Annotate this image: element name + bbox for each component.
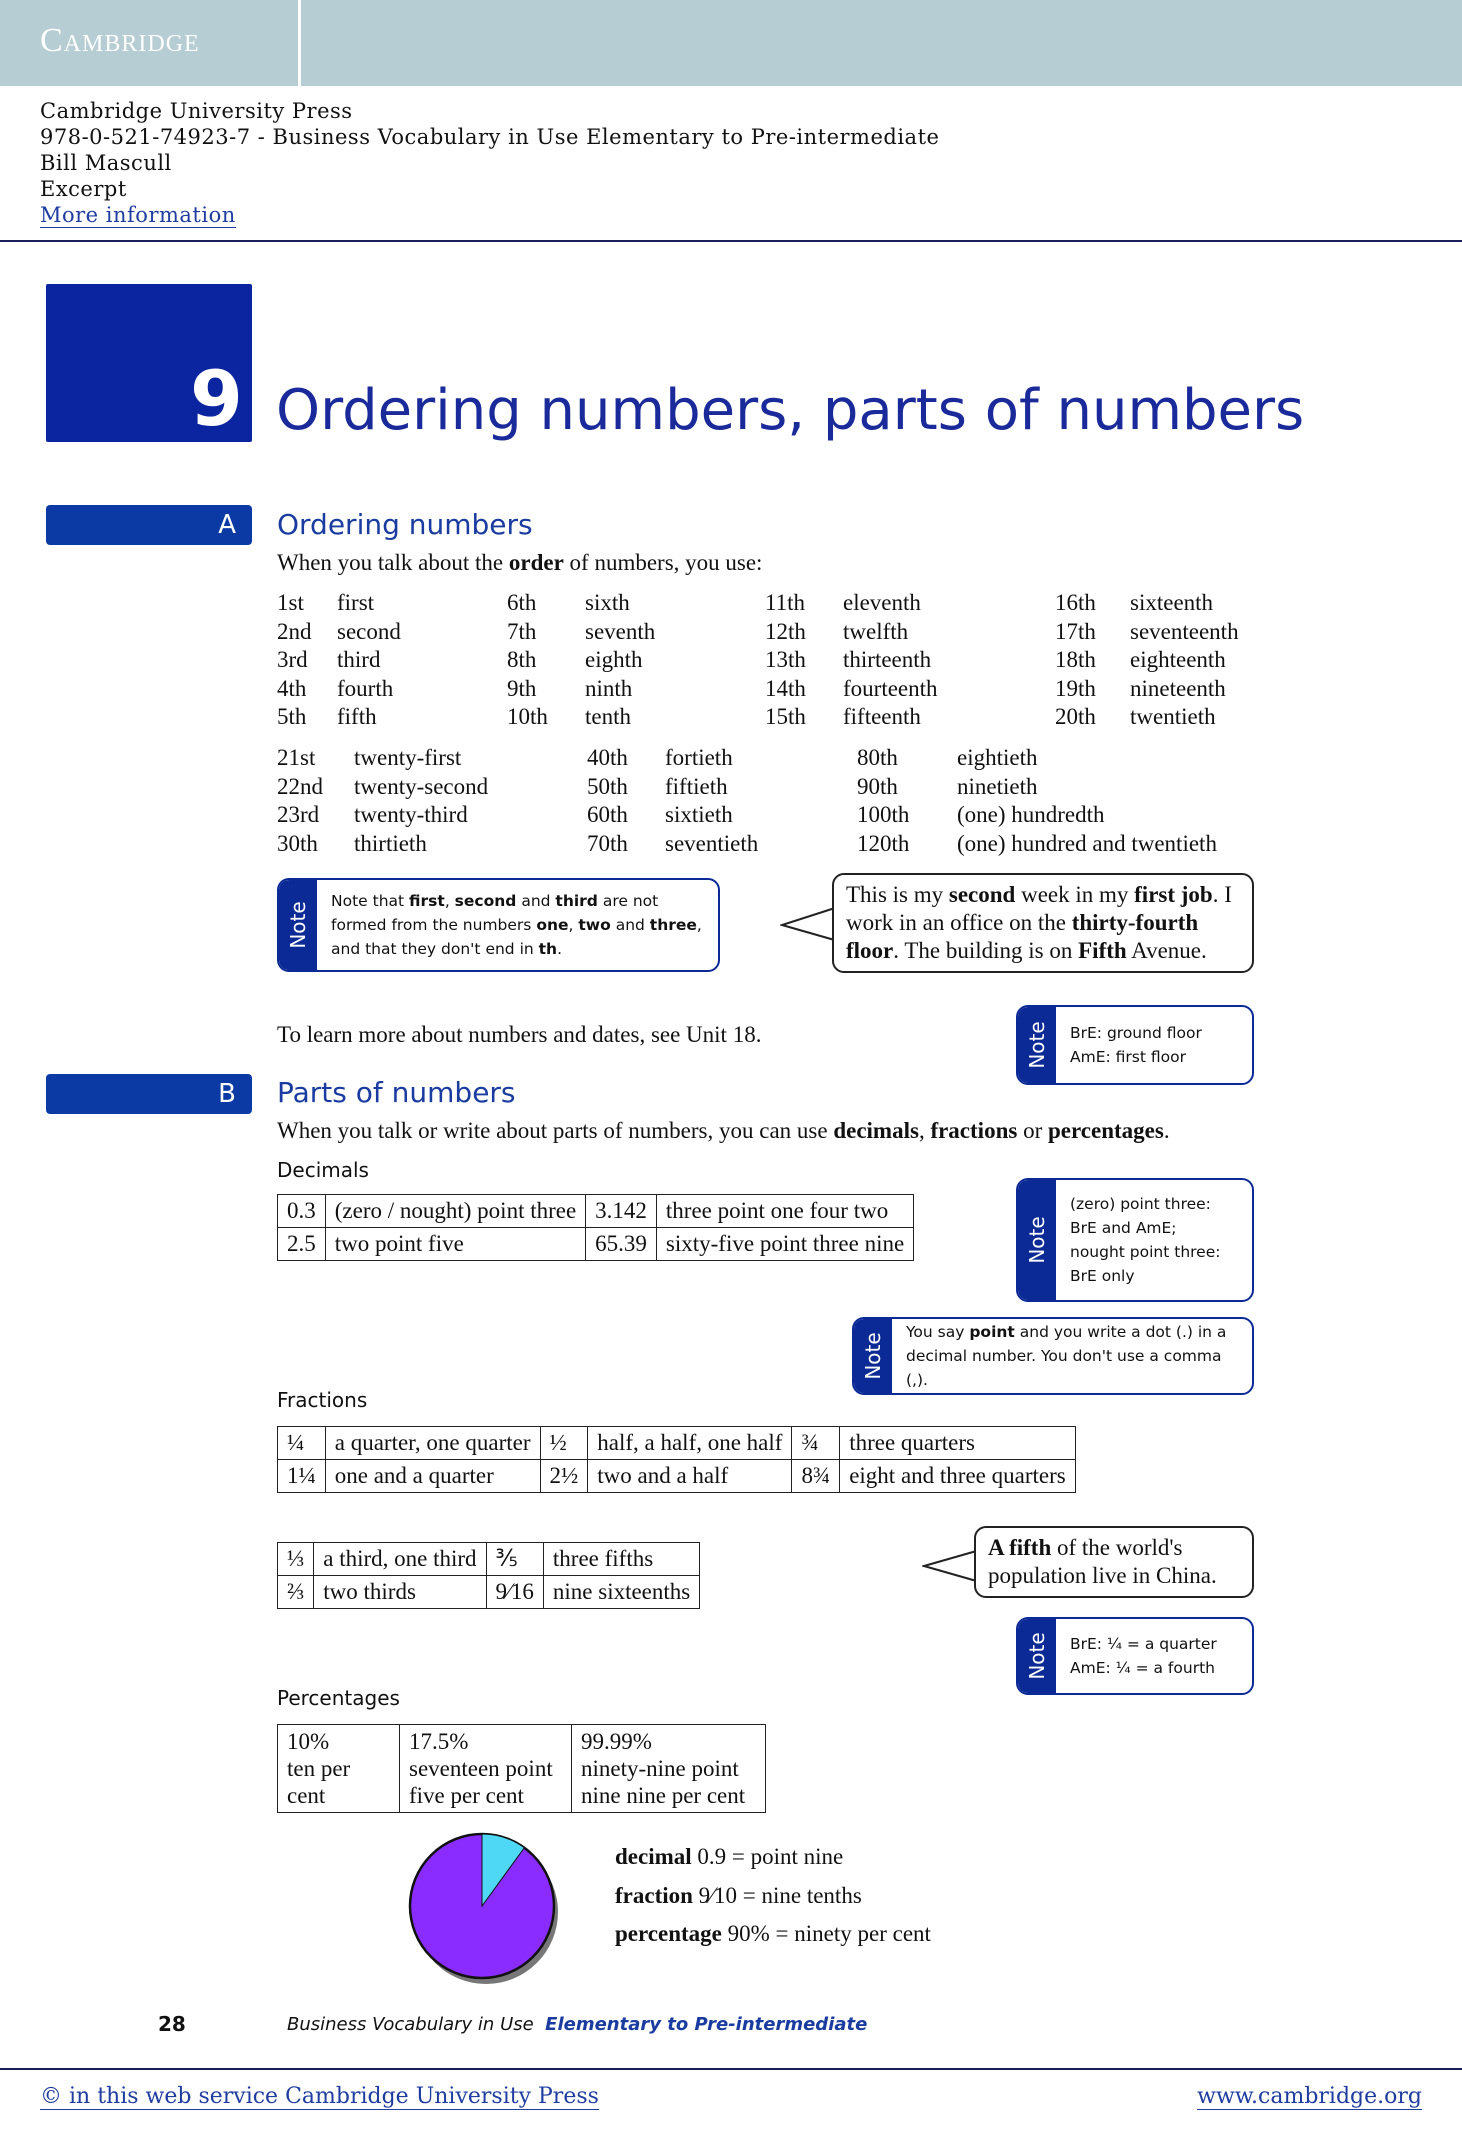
section-a-intro: When you talk about the order of numbers, you use:	[277, 550, 763, 575]
fraction-cell: two thirds	[314, 1576, 486, 1609]
table-row	[278, 1576, 700, 1609]
ordinal-number: 23rd	[277, 802, 320, 827]
summary-rest: 90% = ninety per cent	[727, 1921, 931, 1946]
ordinal-number: 40th	[587, 745, 628, 770]
note-tab: Note	[854, 1319, 892, 1393]
ordinal-number: 60th	[587, 802, 628, 827]
pie-chart-90-percent	[404, 1830, 574, 2000]
ordinal-number: 7th	[507, 618, 537, 644]
table-row	[278, 1543, 700, 1576]
decimals-heading: Decimals	[277, 1158, 369, 1182]
note-zero-point-three	[1016, 1178, 1254, 1302]
ordinal-number: 21st	[277, 745, 316, 770]
ordinal-number: 70th	[587, 830, 628, 856]
fraction-cell: 8¾	[792, 1460, 840, 1493]
note-tab: Note	[1018, 1007, 1056, 1083]
percentages-table	[277, 1724, 766, 1813]
see-unit-18: To learn more about numbers and dates, see Unit 18.	[277, 1022, 762, 1047]
fraction-cell: one and a quarter	[325, 1460, 540, 1493]
ordinal-word: fifteenth	[843, 704, 921, 729]
ordinal-number: 90th	[857, 773, 898, 799]
author: Bill Mascull	[40, 151, 172, 175]
section-a-title: Ordering numbers	[277, 508, 533, 541]
fraction-cell: two and a half	[588, 1460, 792, 1493]
banner-divider	[298, 0, 301, 86]
percentage-cell	[572, 1725, 766, 1813]
percentage-value: 99.99%	[581, 1729, 652, 1754]
ordinal-number: 22nd	[277, 773, 323, 799]
decimals-cell: 2.5	[278, 1228, 326, 1261]
footer-rule	[0, 2068, 1462, 2070]
fraction-cell: 2½	[540, 1460, 588, 1493]
percentage-value: 10%	[287, 1729, 330, 1754]
ordinal-number: 3rd	[277, 647, 308, 672]
note-first-second-third	[277, 878, 720, 972]
publisher: Cambridge University Press	[40, 99, 353, 123]
fraction-cell: ⅓	[278, 1543, 314, 1576]
ordinal-number: 13th	[765, 647, 806, 672]
fraction-cell: 9⁄16	[486, 1576, 543, 1609]
speech-bubble-pointer	[780, 905, 840, 945]
table-row	[278, 1460, 1076, 1493]
speech-bubble-first-job: This is my second week in my first job. I work in an office on the thirty-fourth floor. The building is on Fifth Avenue.	[832, 873, 1254, 973]
summary-rest: 0.9 = point nine	[697, 1844, 844, 1869]
fraction-cell: a quarter, one quarter	[325, 1427, 540, 1460]
ordinal-word: twenty-third	[354, 802, 468, 827]
ordinal-word: thirtieth	[354, 830, 427, 856]
copyright-link[interactable]: © in this web service Cambridge University Press	[40, 2084, 599, 2109]
ordinal-word: fifth	[337, 704, 377, 729]
ordinal-number: 1st	[277, 590, 304, 615]
page-number: 28	[158, 2012, 186, 2036]
decimals-cell: 3.142	[586, 1195, 657, 1228]
ordinal-word: seventeenth	[1130, 618, 1239, 644]
percentage-cell	[400, 1725, 572, 1813]
table-row	[278, 1427, 1076, 1460]
ordinal-number: 2nd	[277, 618, 312, 644]
note-tab: Note	[1018, 1619, 1056, 1693]
summary-item	[615, 1877, 931, 1916]
fraction-cell: ¼	[278, 1427, 326, 1460]
note-quarter-fourth	[1016, 1617, 1254, 1695]
decimals-cell: two point five	[325, 1228, 585, 1261]
percentage-value: 17.5%	[409, 1729, 469, 1754]
ordinal-word: eleventh	[843, 590, 921, 615]
fraction-cell: 1¼	[278, 1460, 326, 1493]
speech-bubble-pointer-2	[922, 1548, 982, 1588]
section-a-marker: A	[46, 505, 252, 545]
ordinal-number: 17th	[1055, 618, 1096, 644]
fractions-table-2	[277, 1542, 700, 1609]
note-ground-floor	[1016, 1005, 1254, 1085]
ordinal-word: sixtieth	[665, 802, 733, 827]
section-b-marker: B	[46, 1074, 252, 1114]
ordinal-word: sixteenth	[1130, 590, 1214, 615]
book-series-footer: Business Vocabulary in Use Elementary to Pre-intermediate	[287, 2014, 868, 2035]
more-information-link[interactable]: More information	[40, 203, 236, 227]
decimals-cell: 0.3	[278, 1195, 326, 1228]
ordinal-number: 4th	[277, 675, 307, 701]
ordinal-word: fourth	[337, 675, 394, 701]
top-banner	[0, 0, 1462, 86]
ordinal-number: 12th	[765, 618, 806, 644]
section-b-intro: When you talk or write about parts of numbers, you can use decimals, fractions or percentages.	[277, 1118, 1170, 1143]
table-row	[278, 1725, 766, 1813]
ordinal-number: 30th	[277, 830, 318, 856]
ordinal-word: tenth	[585, 704, 631, 729]
ordinal-word: nineteenth	[1130, 675, 1226, 701]
ordinal-number: 15th	[765, 704, 806, 729]
ordinal-word: twenty-second	[354, 773, 489, 799]
ordinal-number: 18th	[1055, 647, 1096, 672]
note-tab: Note	[279, 880, 317, 970]
ordinal-word: fourteenth	[843, 675, 938, 701]
ordinal-number: 120th	[857, 830, 910, 856]
fraction-cell: three fifths	[543, 1543, 699, 1576]
summary-term: fraction	[615, 1882, 693, 1908]
ordinal-word: sixth	[585, 590, 630, 615]
ordinal-word: second	[337, 618, 401, 644]
book-metadata	[40, 98, 939, 228]
ordinal-number: 8th	[507, 647, 537, 672]
ordinal-word: thirteenth	[843, 647, 932, 672]
fraction-cell: eight and three quarters	[840, 1460, 1076, 1493]
summary-term: decimal	[615, 1844, 692, 1869]
summary-term: percentage	[615, 1921, 722, 1946]
ordinal-number: 16th	[1055, 590, 1096, 615]
ordinal-word: ninth	[585, 675, 633, 701]
note-point-dot	[852, 1317, 1254, 1395]
note-text: (zero) point three: BrE and AmE; nought point three: BrE only	[1070, 1195, 1221, 1285]
section-b-title: Parts of numbers	[277, 1076, 516, 1109]
ordinal-word: twenty-first	[354, 745, 462, 770]
fraction-cell: a third, one third	[314, 1543, 486, 1576]
ordinal-word: first	[337, 590, 375, 615]
ordinal-number: 6th	[507, 590, 537, 615]
fraction-cell: ⅗	[486, 1543, 543, 1576]
unit-number: 9	[190, 354, 243, 443]
percentage-words: ninety-nine point nine nine per cent	[581, 1756, 746, 1808]
decimals-cell: (zero / nought) point three	[325, 1195, 585, 1228]
ordinal-word: fortieth	[665, 745, 733, 770]
ordinal-word: ninetieth	[957, 773, 1038, 799]
unit-title: Ordering numbers, parts of numbers	[276, 378, 1305, 443]
isbn-title: 978-0-521-74923-7 - Business Vocabulary in Use Elementary to Pre-intermediate	[40, 125, 940, 149]
decimals-cell: three point one four two	[656, 1195, 913, 1228]
ordinal-word: eighteenth	[1130, 647, 1226, 672]
header-rule	[0, 240, 1462, 242]
note-text: You say point and you write a dot (.) in a decimal number. You don't use a comma (,).	[906, 1323, 1227, 1389]
summary-list	[615, 1838, 931, 1954]
excerpt-label: Excerpt	[40, 177, 127, 201]
summary-item	[615, 1915, 931, 1954]
summary-rest: 9⁄10 = nine tenths	[698, 1882, 862, 1908]
ordinal-number: 14th	[765, 675, 806, 701]
percentage-cell	[278, 1725, 400, 1813]
fraction-cell: ½	[540, 1427, 588, 1460]
fractions-table-1	[277, 1426, 1076, 1493]
ordinal-word: (one) hundredth	[957, 802, 1105, 827]
ordinal-word: fiftieth	[665, 773, 728, 799]
percentage-words: ten per cent	[287, 1756, 351, 1808]
fraction-cell: ¾	[792, 1427, 840, 1460]
decimals-cell: sixty-five point three nine	[656, 1228, 913, 1261]
fraction-cell: ⅔	[278, 1576, 314, 1609]
ordinal-number: 9th	[507, 675, 537, 701]
ordinal-number: 80th	[857, 745, 898, 770]
table-row	[278, 1195, 914, 1228]
ordinal-number: 5th	[277, 704, 307, 729]
ordinal-word: twelfth	[843, 618, 909, 644]
table-row	[278, 1228, 914, 1261]
summary-item	[615, 1838, 931, 1877]
ordinal-number: 11th	[765, 590, 806, 615]
fractions-heading: Fractions	[277, 1388, 368, 1412]
decimals-table	[277, 1194, 914, 1261]
ordinal-number: 20th	[1055, 704, 1096, 729]
percentages-heading: Percentages	[277, 1686, 400, 1710]
cambridge-logo: Cambridge	[40, 22, 200, 59]
ordinal-word: eighth	[585, 647, 643, 672]
ordinal-word: seventh	[585, 618, 656, 644]
ordinal-number: 100th	[857, 802, 910, 827]
note-tab: Note	[1018, 1180, 1056, 1300]
ordinal-number: 19th	[1055, 675, 1096, 701]
ordinal-word: (one) hundred and twentieth	[957, 830, 1217, 856]
note-text: BrE: ¼ = a quarter AmE: ¼ = a fourth	[1070, 1635, 1217, 1677]
fraction-cell: three quarters	[840, 1427, 1076, 1460]
note-text: Note that first, second and third are not formed from the numbers one, two and three, and that they don't end in th.	[331, 892, 702, 958]
fraction-cell: nine sixteenths	[543, 1576, 699, 1609]
percentage-words: seventeen point five per cent	[409, 1756, 553, 1808]
decimals-cell: 65.39	[586, 1228, 657, 1261]
ordinal-word: third	[337, 647, 381, 672]
website-link[interactable]: www.cambridge.org	[1197, 2084, 1422, 2109]
note-text: BrE: ground floor AmE: first floor	[1070, 1024, 1202, 1066]
ordinal-word: seventieth	[665, 830, 759, 856]
ordinal-number: 50th	[587, 773, 628, 799]
speech-bubble-fifth: A fifth of the world's population live in China.	[974, 1526, 1254, 1598]
ordinal-word: twentieth	[1130, 704, 1216, 729]
ordinal-number: 10th	[507, 704, 548, 729]
fraction-cell: half, a half, one half	[588, 1427, 792, 1460]
ordinal-word: eightieth	[957, 745, 1038, 770]
